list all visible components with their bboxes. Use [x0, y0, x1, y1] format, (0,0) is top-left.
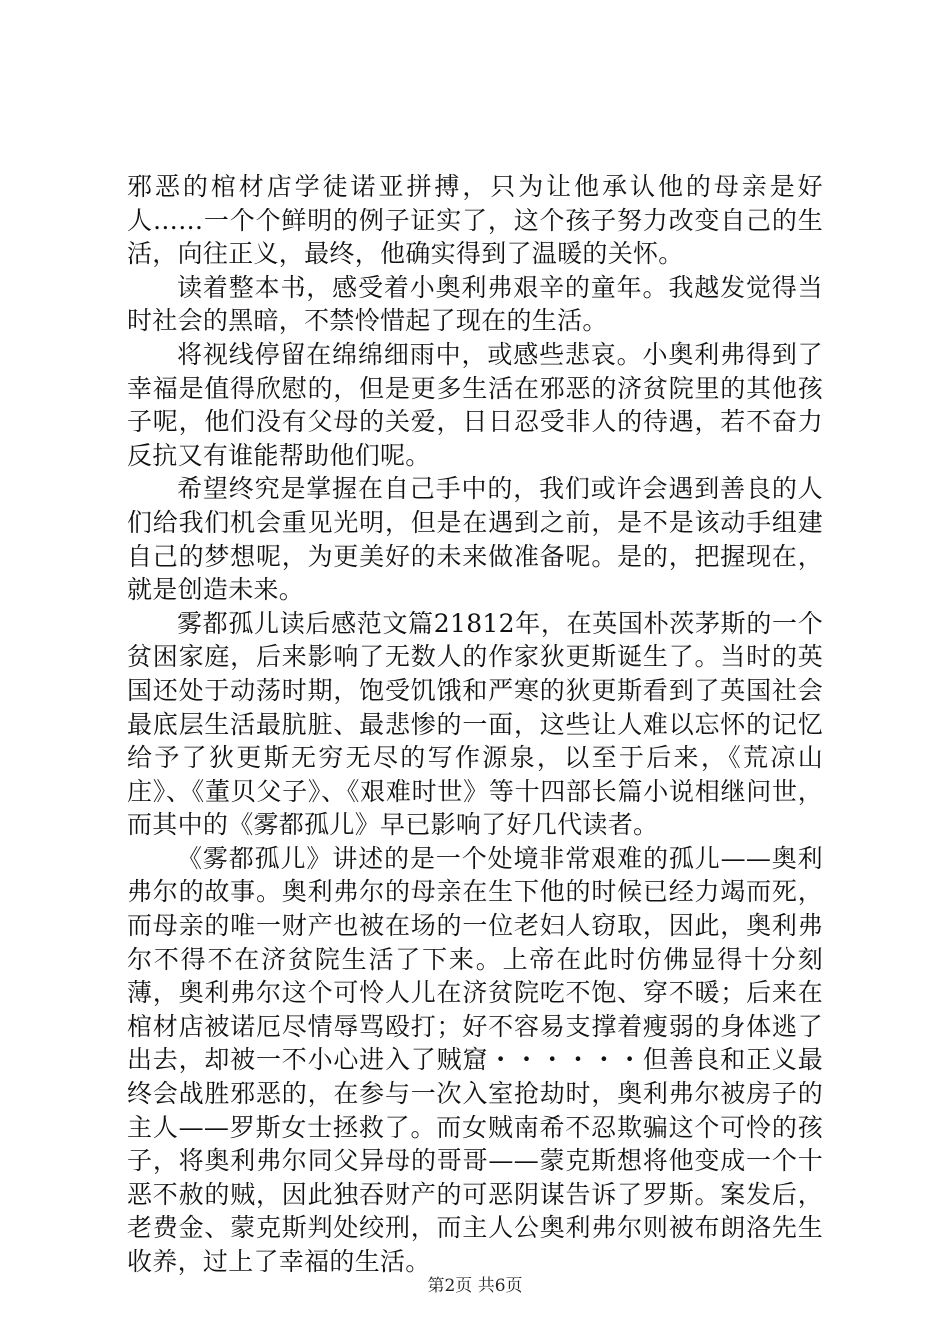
paragraph-2: 读着整本书，感受着小奥利弗艰辛的童年。我越发觉得当时社会的黑暗，不禁怜惜起了现在的生活。 — [127, 272, 823, 336]
paragraph-5: 雾都孤儿读后感范文篇21812年，在英国朴茨茅斯的一个贫困家庭，后来影响了无数人的作家狄更斯诞生了。当时的英国还处于动荡时期，饱受饥饿和严寒的狄更斯看到了英国社会最底层生活最肮脏、最悲惨的一面，这些让人难以忘怀的记忆给予了狄更斯无穷无尽的写作源泉，以至于后来，《荒凉山庄》、《董贝父子》、《艰难时世》等十四部长篇小说相继问世，而其中的《雾都孤儿》早已影响了好几代读者。 — [127, 608, 823, 840]
page-number-footer: 第2页 共6页 — [427, 1276, 523, 1296]
paragraph-3: 将视线停留在绵绵细雨中，或感些悲哀。小奥利弗得到了幸福是值得欣慰的，但是更多生活在邪恶的济贫院里的其他孩子呢，他们没有父母的关爱，日日忍受非人的待遇，若不奋力反抗又有谁能帮助他们呢。 — [127, 339, 823, 470]
paragraph-6: 《雾都孤儿》讲述的是一个处境非常艰难的孤儿——奥利弗尔的故事。奥利弗尔的母亲在生下他的时候已经力竭而死，而母亲的唯一财产也被在场的一位老妇人窃取，因此，奥利弗尔不得不在济贫院生活了下来。上帝在此时仿佛显得十分刻薄，奥利弗尔这个可怜人儿在济贫院吃不饱、穿不暖；后来在棺材店被诺厄尽情辱骂殴打；好不容易支撑着瘦弱的身体逃了出去，却被一不小心进入了贼窟・・・・・・但善良和正义最终会战胜邪恶的，在参与一次入室抢劫时，奥利弗尔被房子的主人——罗斯女士拯救了。而女贼南希不忍欺骗这个可怜的孩子，将奥利弗尔同父异母的哥哥——蒙克斯想将他变成一个十恶不赦的贼，因此独吞财产的可恶阴谋告诉了罗斯。案发后，老费金、蒙克斯判处绞刑，而主人公奥利弗尔则被布朗洛先生收养，过上了幸福的生活。 — [127, 843, 823, 1276]
body-text — [127, 170, 823, 1279]
paragraph-1: 邪恶的棺材店学徒诺亚拼搏，只为让他承认他的母亲是好人……一个个鲜明的例子证实了，这个孩子努力改变自己的生活，向往正义，最终，他确实得到了温暖的关怀。 — [127, 172, 823, 269]
paragraph-4: 希望终究是掌握在自己手中的，我们或许会遇到善良的人们给我们机会重见光明，但是在遇到之前，是不是该动手组建自己的梦想呢，为更美好的未来做准备呢。是的，把握现在，就是创造未来。 — [127, 474, 823, 605]
